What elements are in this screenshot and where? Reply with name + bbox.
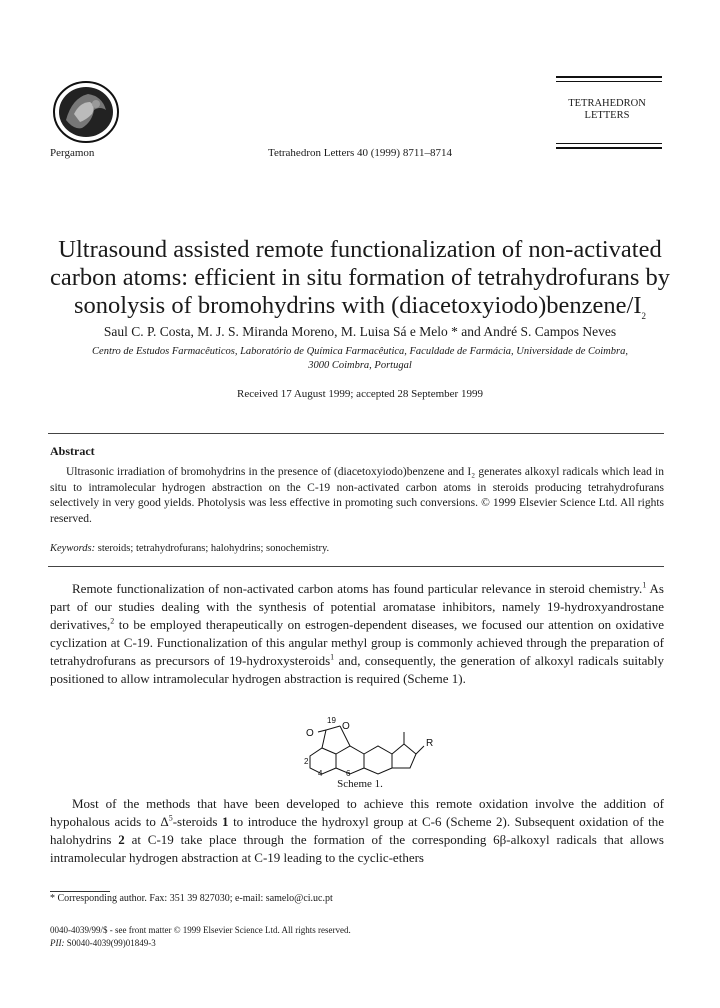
abstract-divider-top	[48, 433, 664, 434]
scheme-1-structure	[292, 714, 438, 776]
scheme-label-2: 2	[304, 757, 309, 766]
journal-rule-top	[556, 76, 662, 78]
title-line-2: carbon atoms: efficient in situ formation of tetrahydrofurans by	[49, 264, 671, 291]
journal-name-line1: TETRAHEDRON	[568, 98, 646, 109]
scheme-label-r: R	[426, 738, 434, 749]
p1-text-b: As part of our studies dealing with the synthesis of potential aromatase inhibitors, namely 19-hydroxyandrostane derivatives,	[50, 581, 664, 632]
compound-2-ref: 2	[118, 832, 125, 847]
title-line-3-text: sonolysis of bromohydrins with (diacetoxyiodo)benzene/I	[74, 292, 642, 319]
keywords-label: Keywords:	[50, 543, 96, 554]
affiliation-line-2: 3000 Coimbra, Portugal	[308, 360, 412, 371]
title-line-3	[40, 292, 680, 320]
journal-name	[552, 98, 662, 122]
footnote-rule	[50, 891, 110, 892]
publisher-name: Pergamon	[50, 147, 95, 159]
keywords-list: steroids; tetrahydrofurans; halohydrins; sonochemistry.	[97, 543, 330, 554]
journal-rule-top2	[556, 81, 662, 82]
title-line-1: Ultrasound assisted remote functionalization of non-activated	[58, 236, 662, 263]
corresponding-author-footnote: * Corresponding author. Fax: 351 39 827030; e-mail: samelo@ci.uc.pt	[50, 893, 333, 904]
body-paragraph-2	[50, 795, 664, 867]
compound-1-ref: 1	[222, 814, 229, 829]
p2-text-c: to introduce the hydroxyl group at C-6 (Scheme 2). Subsequent oxidation of the halohydrins	[50, 814, 664, 847]
scheme-label-c19: 19	[327, 716, 336, 725]
abstract-text: Ultrasonic irradiation of bromohydrins in the presence of (diacetoxyiodo)benzene and I₂ generates alkoxyl radicals which lead in situ to intramolecular hydrogen abstraction on the C-19 non-activated carbon atoms in steroids producing tetrahydrofurans selectively in very good yields. Photolysis was less effective in promoting such conversions. © 1999 Elsevier Science Ltd. All rights reserved.	[50, 466, 664, 525]
scheme-1-caption: Scheme 1.	[337, 778, 383, 790]
p2-text-d: at C-19 take place through the formation of the corresponding 6β-alkoxyl radicals that allows intramolecular hydrogen abstraction at C-19 leading to the cyclic-ethers	[50, 832, 664, 865]
ref-3: 1	[330, 652, 335, 662]
p1-text-a: Remote functionalization of non-activated carbon atoms has found particular relevance in steroid chemistry.	[72, 581, 643, 596]
pii-label: PII:	[50, 938, 65, 948]
ref-1: 1	[642, 580, 647, 590]
p1-text-c: to be employed therapeutically on estrogen-dependent diseases, we focused our attention on oxidative cyclization at C-19. Functionalization of this angular methyl group is commonly achieved through the preparation of tetrahydrofurans as precursors of 19-hydroxysteroids	[50, 617, 664, 668]
p1-text-d: and, consequently, the generation of alkoxyl radicals suitably positioned to allow intramolecular hydrogen abstraction is required (Scheme 1).	[50, 653, 664, 686]
delta-superscript: 5	[168, 813, 173, 823]
p2-text-b: -steroids	[172, 814, 223, 829]
copyright-line: 0040-4039/99/$ - see front matter © 1999 Elsevier Science Ltd. All rights reserved.	[50, 925, 351, 935]
journal-name-line2: LETTERS	[584, 110, 630, 121]
keywords	[50, 543, 329, 554]
journal-rule-bottom2	[556, 147, 662, 149]
abstract-divider-bottom	[48, 566, 664, 567]
journal-rule-bottom	[556, 143, 662, 144]
scheme-label-4: 4	[318, 769, 323, 776]
body-paragraph-1	[50, 580, 664, 688]
affiliation-line-1: Centro de Estudos Farmacêuticos, Laboratório de Química Farmacêutica, Faculdade de Farmácia, Universidade de Coimbra,	[92, 346, 628, 357]
article-title	[40, 236, 680, 320]
p2-text-a: Most of the methods that have been developed to achieve this remote oxidation involve the addition of hypohalous acids to Δ	[50, 796, 664, 829]
publisher-logo	[52, 80, 120, 144]
ref-2: 2	[110, 616, 115, 626]
author-list: Saul C. P. Costa, M. J. S. Miranda Moreno, M. Luisa Sá e Melo * and André S. Campos Neves	[103, 324, 617, 339]
scheme-label-6: 6	[346, 769, 351, 776]
front-matter	[50, 924, 351, 950]
title-subscript: 2	[641, 310, 646, 321]
affiliation	[40, 345, 680, 373]
pii-value: S0040-4039(99)01849-3	[64, 938, 156, 948]
abstract-heading: Abstract	[50, 444, 95, 458]
scheme-label-o-left: O	[306, 728, 314, 739]
journal-citation: Tetrahedron Letters 40 (1999) 8711–8714	[268, 147, 452, 159]
scheme-label-o-top: O	[342, 721, 350, 732]
received-dates: Received 17 August 1999; accepted 28 September 1999	[237, 388, 483, 400]
pii-line	[50, 937, 351, 950]
